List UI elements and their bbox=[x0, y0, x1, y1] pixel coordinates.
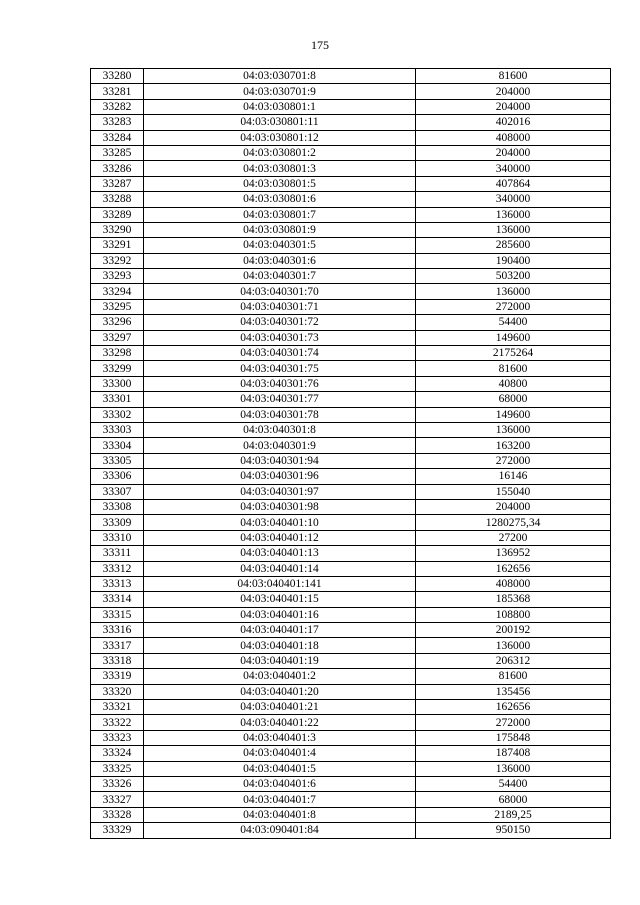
cadastral-number-cell: 04:03:040301:75 bbox=[144, 361, 416, 376]
table-row bbox=[91, 484, 611, 499]
table-row bbox=[91, 515, 611, 530]
row-number-cell: 33299 bbox=[91, 361, 144, 376]
row-number-cell: 33294 bbox=[91, 284, 144, 299]
cadastral-number-cell: 04:03:030801:2 bbox=[144, 145, 416, 160]
cadastral-number-cell: 04:03:030801:1 bbox=[144, 99, 416, 114]
table-row bbox=[91, 192, 611, 207]
table-row bbox=[91, 776, 611, 791]
value-cell: 950150 bbox=[416, 823, 611, 838]
table-row bbox=[91, 453, 611, 468]
table-row bbox=[91, 330, 611, 345]
row-number-cell: 33291 bbox=[91, 238, 144, 253]
cadastral-number-cell: 04:03:030801:12 bbox=[144, 130, 416, 145]
row-number-cell: 33328 bbox=[91, 807, 144, 822]
row-number-cell: 33307 bbox=[91, 484, 144, 499]
row-number-cell: 33317 bbox=[91, 638, 144, 653]
value-cell: 155040 bbox=[416, 484, 611, 499]
table-row bbox=[91, 84, 611, 99]
row-number-cell: 33285 bbox=[91, 145, 144, 160]
row-number-cell: 33305 bbox=[91, 453, 144, 468]
cadastral-number-cell: 04:03:040401:18 bbox=[144, 638, 416, 653]
row-number-cell: 33304 bbox=[91, 438, 144, 453]
table-body bbox=[91, 69, 611, 839]
row-number-cell: 33313 bbox=[91, 576, 144, 591]
table-row bbox=[91, 130, 611, 145]
value-cell: 340000 bbox=[416, 192, 611, 207]
table-row bbox=[91, 284, 611, 299]
value-cell: 136000 bbox=[416, 761, 611, 776]
table-row bbox=[91, 638, 611, 653]
value-cell: 40800 bbox=[416, 376, 611, 391]
value-cell: 108800 bbox=[416, 607, 611, 622]
cadastral-number-cell: 04:03:030801:6 bbox=[144, 192, 416, 207]
table-row bbox=[91, 99, 611, 114]
row-number-cell: 33302 bbox=[91, 407, 144, 422]
value-cell: 149600 bbox=[416, 407, 611, 422]
table-row bbox=[91, 315, 611, 330]
value-cell: 68000 bbox=[416, 792, 611, 807]
row-number-cell: 33324 bbox=[91, 746, 144, 761]
cadastral-number-cell: 04:03:040401:16 bbox=[144, 607, 416, 622]
row-number-cell: 33316 bbox=[91, 623, 144, 638]
table-row bbox=[91, 746, 611, 761]
row-number-cell: 33318 bbox=[91, 653, 144, 668]
table-row bbox=[91, 115, 611, 130]
row-number-cell: 33297 bbox=[91, 330, 144, 345]
row-number-cell: 33295 bbox=[91, 299, 144, 314]
row-number-cell: 33308 bbox=[91, 499, 144, 514]
table-row bbox=[91, 469, 611, 484]
value-cell: 136000 bbox=[416, 222, 611, 237]
value-cell: 407864 bbox=[416, 176, 611, 191]
value-cell: 340000 bbox=[416, 161, 611, 176]
table-row bbox=[91, 792, 611, 807]
table-row bbox=[91, 422, 611, 437]
value-cell: 185368 bbox=[416, 592, 611, 607]
row-number-cell: 33312 bbox=[91, 561, 144, 576]
value-cell: 190400 bbox=[416, 253, 611, 268]
value-cell: 2175264 bbox=[416, 346, 611, 361]
table-row bbox=[91, 222, 611, 237]
cadastral-number-cell: 04:03:030701:8 bbox=[144, 69, 416, 84]
row-number-cell: 33298 bbox=[91, 346, 144, 361]
cadastral-number-cell: 04:03:040301:6 bbox=[144, 253, 416, 268]
table-row bbox=[91, 684, 611, 699]
cadastral-number-cell: 04:03:040301:8 bbox=[144, 422, 416, 437]
row-number-cell: 33319 bbox=[91, 669, 144, 684]
cadastral-number-cell: 04:03:040301:96 bbox=[144, 469, 416, 484]
value-cell: 27200 bbox=[416, 530, 611, 545]
row-number-cell: 33283 bbox=[91, 115, 144, 130]
table-row bbox=[91, 438, 611, 453]
value-cell: 1280275,34 bbox=[416, 515, 611, 530]
cadastral-number-cell: 04:03:040401:2 bbox=[144, 669, 416, 684]
cadastral-number-cell: 04:03:040301:5 bbox=[144, 238, 416, 253]
cadastral-number-cell: 04:03:040301:73 bbox=[144, 330, 416, 345]
cadastral-number-cell: 04:03:040401:20 bbox=[144, 684, 416, 699]
value-cell: 136000 bbox=[416, 638, 611, 653]
row-number-cell: 33281 bbox=[91, 84, 144, 99]
cadastral-number-cell: 04:03:040401:7 bbox=[144, 792, 416, 807]
cadastral-number-cell: 04:03:040401:15 bbox=[144, 592, 416, 607]
value-cell: 81600 bbox=[416, 669, 611, 684]
cadastral-number-cell: 04:03:040401:13 bbox=[144, 546, 416, 561]
row-number-cell: 33282 bbox=[91, 99, 144, 114]
table-row bbox=[91, 145, 611, 160]
table-row bbox=[91, 499, 611, 514]
value-cell: 162656 bbox=[416, 700, 611, 715]
cadastral-number-cell: 04:03:030801:11 bbox=[144, 115, 416, 130]
cadastral-number-cell: 04:03:040401:4 bbox=[144, 746, 416, 761]
cadastral-number-cell: 04:03:040401:14 bbox=[144, 561, 416, 576]
row-number-cell: 33301 bbox=[91, 392, 144, 407]
value-cell: 136952 bbox=[416, 546, 611, 561]
table-row bbox=[91, 346, 611, 361]
value-cell: 402016 bbox=[416, 115, 611, 130]
value-cell: 272000 bbox=[416, 453, 611, 468]
table-row bbox=[91, 653, 611, 668]
cadastral-number-cell: 04:03:040401:5 bbox=[144, 761, 416, 776]
row-number-cell: 33286 bbox=[91, 161, 144, 176]
cadastral-number-cell: 04:03:040301:76 bbox=[144, 376, 416, 391]
cadastral-number-cell: 04:03:030801:3 bbox=[144, 161, 416, 176]
cadastral-number-cell: 04:03:040301:74 bbox=[144, 346, 416, 361]
value-cell: 16146 bbox=[416, 469, 611, 484]
table-row bbox=[91, 530, 611, 545]
cadastral-number-cell: 04:03:030801:5 bbox=[144, 176, 416, 191]
cadastral-number-cell: 04:03:040301:9 bbox=[144, 438, 416, 453]
table-row bbox=[91, 761, 611, 776]
row-number-cell: 33303 bbox=[91, 422, 144, 437]
table-row bbox=[91, 392, 611, 407]
table-row bbox=[91, 730, 611, 745]
table-row bbox=[91, 546, 611, 561]
cadastral-number-cell: 04:03:040301:71 bbox=[144, 299, 416, 314]
table-row bbox=[91, 299, 611, 314]
value-cell: 2189,25 bbox=[416, 807, 611, 822]
value-cell: 204000 bbox=[416, 84, 611, 99]
row-number-cell: 33314 bbox=[91, 592, 144, 607]
cadastral-number-cell: 04:03:040401:12 bbox=[144, 530, 416, 545]
cadastral-number-cell: 04:03:040401:21 bbox=[144, 700, 416, 715]
value-cell: 162656 bbox=[416, 561, 611, 576]
value-cell: 54400 bbox=[416, 315, 611, 330]
row-number-cell: 33322 bbox=[91, 715, 144, 730]
value-cell: 136000 bbox=[416, 284, 611, 299]
value-cell: 54400 bbox=[416, 776, 611, 791]
value-cell: 135456 bbox=[416, 684, 611, 699]
table-row bbox=[91, 700, 611, 715]
row-number-cell: 33323 bbox=[91, 730, 144, 745]
table-row bbox=[91, 238, 611, 253]
cadastral-number-cell: 04:03:040401:141 bbox=[144, 576, 416, 591]
value-cell: 136000 bbox=[416, 207, 611, 222]
table-row bbox=[91, 669, 611, 684]
cadastral-number-cell: 04:03:040301:70 bbox=[144, 284, 416, 299]
table-row bbox=[91, 361, 611, 376]
row-number-cell: 33288 bbox=[91, 192, 144, 207]
value-cell: 200192 bbox=[416, 623, 611, 638]
value-cell: 408000 bbox=[416, 576, 611, 591]
value-cell: 285600 bbox=[416, 238, 611, 253]
cadastral-number-cell: 04:03:030701:9 bbox=[144, 84, 416, 99]
cadastral-number-cell: 04:03:040301:77 bbox=[144, 392, 416, 407]
value-cell: 187408 bbox=[416, 746, 611, 761]
table-row bbox=[91, 607, 611, 622]
row-number-cell: 33306 bbox=[91, 469, 144, 484]
row-number-cell: 33309 bbox=[91, 515, 144, 530]
row-number-cell: 33310 bbox=[91, 530, 144, 545]
table-row bbox=[91, 715, 611, 730]
row-number-cell: 33300 bbox=[91, 376, 144, 391]
value-cell: 503200 bbox=[416, 269, 611, 284]
cadastral-number-cell: 04:03:040301:98 bbox=[144, 499, 416, 514]
cadastral-number-cell: 04:03:030801:7 bbox=[144, 207, 416, 222]
cadastral-number-cell: 04:03:040301:78 bbox=[144, 407, 416, 422]
row-number-cell: 33329 bbox=[91, 823, 144, 838]
value-cell: 272000 bbox=[416, 299, 611, 314]
cadastral-number-cell: 04:03:040301:7 bbox=[144, 269, 416, 284]
table-row bbox=[91, 561, 611, 576]
row-number-cell: 33284 bbox=[91, 130, 144, 145]
cadastral-number-cell: 04:03:040301:94 bbox=[144, 453, 416, 468]
cadastral-number-cell: 04:03:030801:9 bbox=[144, 222, 416, 237]
cadastral-number-cell: 04:03:040401:19 bbox=[144, 653, 416, 668]
value-cell: 68000 bbox=[416, 392, 611, 407]
row-number-cell: 33326 bbox=[91, 776, 144, 791]
row-number-cell: 33320 bbox=[91, 684, 144, 699]
row-number-cell: 33311 bbox=[91, 546, 144, 561]
row-number-cell: 33292 bbox=[91, 253, 144, 268]
page-number: 175 bbox=[311, 38, 329, 52]
table-row bbox=[91, 176, 611, 191]
cadastral-number-cell: 04:03:040401:8 bbox=[144, 807, 416, 822]
row-number-cell: 33293 bbox=[91, 269, 144, 284]
table-row bbox=[91, 269, 611, 284]
row-number-cell: 33289 bbox=[91, 207, 144, 222]
cadastral-number-cell: 04:03:040301:97 bbox=[144, 484, 416, 499]
value-cell: 408000 bbox=[416, 130, 611, 145]
cadastral-number-cell: 04:03:040301:72 bbox=[144, 315, 416, 330]
cadastral-number-cell: 04:03:040401:17 bbox=[144, 623, 416, 638]
table-row bbox=[91, 253, 611, 268]
table-row bbox=[91, 207, 611, 222]
value-cell: 206312 bbox=[416, 653, 611, 668]
table-row bbox=[91, 407, 611, 422]
table-row bbox=[91, 807, 611, 822]
value-cell: 175848 bbox=[416, 730, 611, 745]
table-row bbox=[91, 161, 611, 176]
cadastral-number-cell: 04:03:040401:10 bbox=[144, 515, 416, 530]
table-row bbox=[91, 376, 611, 391]
cadastral-number-cell: 04:03:040401:6 bbox=[144, 776, 416, 791]
value-cell: 204000 bbox=[416, 499, 611, 514]
row-number-cell: 33290 bbox=[91, 222, 144, 237]
value-cell: 81600 bbox=[416, 361, 611, 376]
table-row bbox=[91, 623, 611, 638]
value-cell: 204000 bbox=[416, 145, 611, 160]
value-cell: 136000 bbox=[416, 422, 611, 437]
value-cell: 81600 bbox=[416, 69, 611, 84]
table-row bbox=[91, 576, 611, 591]
row-number-cell: 33280 bbox=[91, 69, 144, 84]
row-number-cell: 33321 bbox=[91, 700, 144, 715]
cadastral-number-cell: 04:03:040401:22 bbox=[144, 715, 416, 730]
cadastral-value-table bbox=[90, 68, 611, 839]
value-cell: 204000 bbox=[416, 99, 611, 114]
value-cell: 149600 bbox=[416, 330, 611, 345]
table-row bbox=[91, 592, 611, 607]
row-number-cell: 33325 bbox=[91, 761, 144, 776]
table-row bbox=[91, 69, 611, 84]
table-row bbox=[91, 823, 611, 838]
cadastral-number-cell: 04:03:090401:84 bbox=[144, 823, 416, 838]
row-number-cell: 33287 bbox=[91, 176, 144, 191]
row-number-cell: 33296 bbox=[91, 315, 144, 330]
row-number-cell: 33327 bbox=[91, 792, 144, 807]
value-cell: 272000 bbox=[416, 715, 611, 730]
value-cell: 163200 bbox=[416, 438, 611, 453]
cadastral-number-cell: 04:03:040401:3 bbox=[144, 730, 416, 745]
row-number-cell: 33315 bbox=[91, 607, 144, 622]
